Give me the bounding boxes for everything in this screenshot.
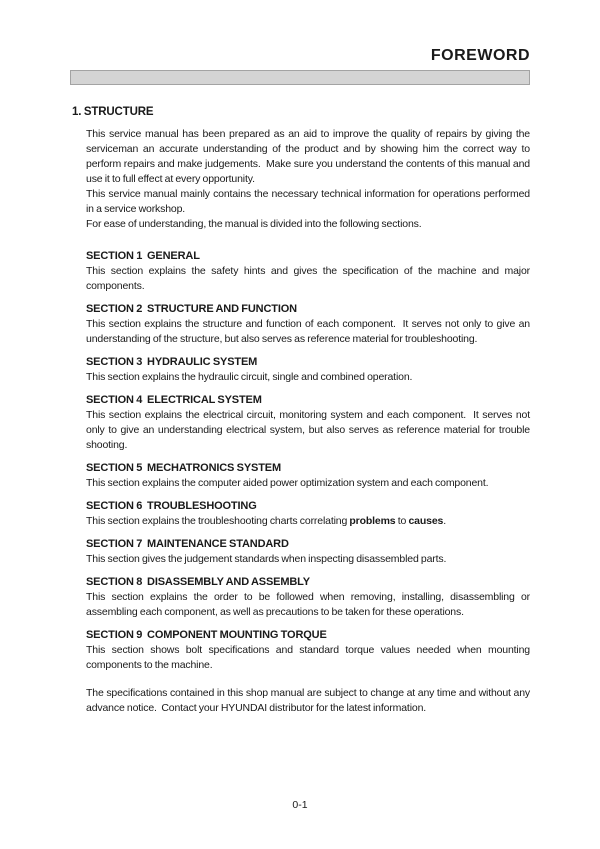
page-content — [72, 105, 530, 716]
section-heading: SECTION 2 STRUCTURE AND FUNCTION — [86, 303, 297, 315]
section-heading: SECTION 7 MAINTENANCE STANDARD — [86, 538, 289, 550]
header-divider-bar — [70, 70, 530, 85]
intro-paragraph: This service manual has been prepared as an aid to improve the quality of repairs by giving the serviceman an accurate understanding of the product and by showing him the correct way to perform repairs and make judgements. Make sure you understand the contents of this manual and use it to full effect at every opportunity. — [86, 128, 530, 185]
section-block — [86, 536, 530, 567]
page-number: 0-1 — [292, 799, 308, 811]
section-body: This section gives the judgement standards when inspecting disassembled parts. — [86, 553, 447, 565]
section-body: This section explains the safety hints and gives the specification of the machine and major components. — [86, 265, 530, 292]
section-block — [86, 574, 530, 620]
section-heading: SECTION 9 COMPONENT MOUNTING TORQUE — [86, 629, 327, 641]
section-body: This section explains the order to be followed when removing, installing, disassembling or assembling each component, as well as precautions to be taken for these operations. — [86, 591, 530, 618]
section-heading: SECTION 6 TROUBLESHOOTING — [86, 500, 257, 512]
chapter-heading: 1. STRUCTURE — [72, 106, 154, 118]
section-heading: SECTION 1 GENERAL — [86, 250, 200, 262]
section-block — [86, 627, 530, 673]
closing-paragraph: The specifications contained in this shop manual are subject to change at any time and without any advance notice. Contact your HYUNDAI distributor for the latest information. — [86, 687, 530, 714]
section-body: This section explains the computer aided power optimization system and each component. — [86, 477, 489, 489]
section-block — [86, 301, 530, 347]
section-block — [86, 248, 530, 294]
page-header-title: FOREWORD — [430, 47, 530, 64]
section-body: This section explains the electrical circuit, monitoring system and each component. It serves not only to give an understanding electrical system, but also serves as reference material for trouble shooting. — [86, 409, 530, 451]
section-block — [86, 498, 530, 529]
section-block — [86, 460, 530, 491]
section-heading: SECTION 8 DISASSEMBLY AND ASSEMBLY — [86, 576, 310, 588]
section-list — [86, 248, 530, 673]
section-body: This section explains the hydraulic circuit, single and combined operation. — [86, 371, 413, 383]
section-body: This section explains the troubleshooting charts correlating problems to causes. — [86, 515, 446, 527]
closing-block — [86, 686, 530, 716]
intro-paragraph: This service manual mainly contains the necessary technical information for operations performed in a service workshop. — [86, 188, 530, 215]
section-block — [86, 354, 530, 385]
section-heading: SECTION 5 MECHATRONICS SYSTEM — [86, 462, 281, 474]
section-body: This section shows bolt specifications and standard torque values needed when mounting components to the machine. — [86, 644, 530, 671]
section-heading: SECTION 4 ELECTRICAL SYSTEM — [86, 394, 262, 406]
section-body: This section explains the structure and function of each component. It serves not only to give an understanding of the structure, but also serves as reference material for troubleshooting. — [86, 318, 530, 345]
intro-paragraph: For ease of understanding, the manual is divided into the following sections. — [86, 218, 422, 230]
section-heading: SECTION 3 HYDRAULIC SYSTEM — [86, 356, 258, 368]
section-block — [86, 392, 530, 453]
intro-block — [86, 127, 530, 232]
